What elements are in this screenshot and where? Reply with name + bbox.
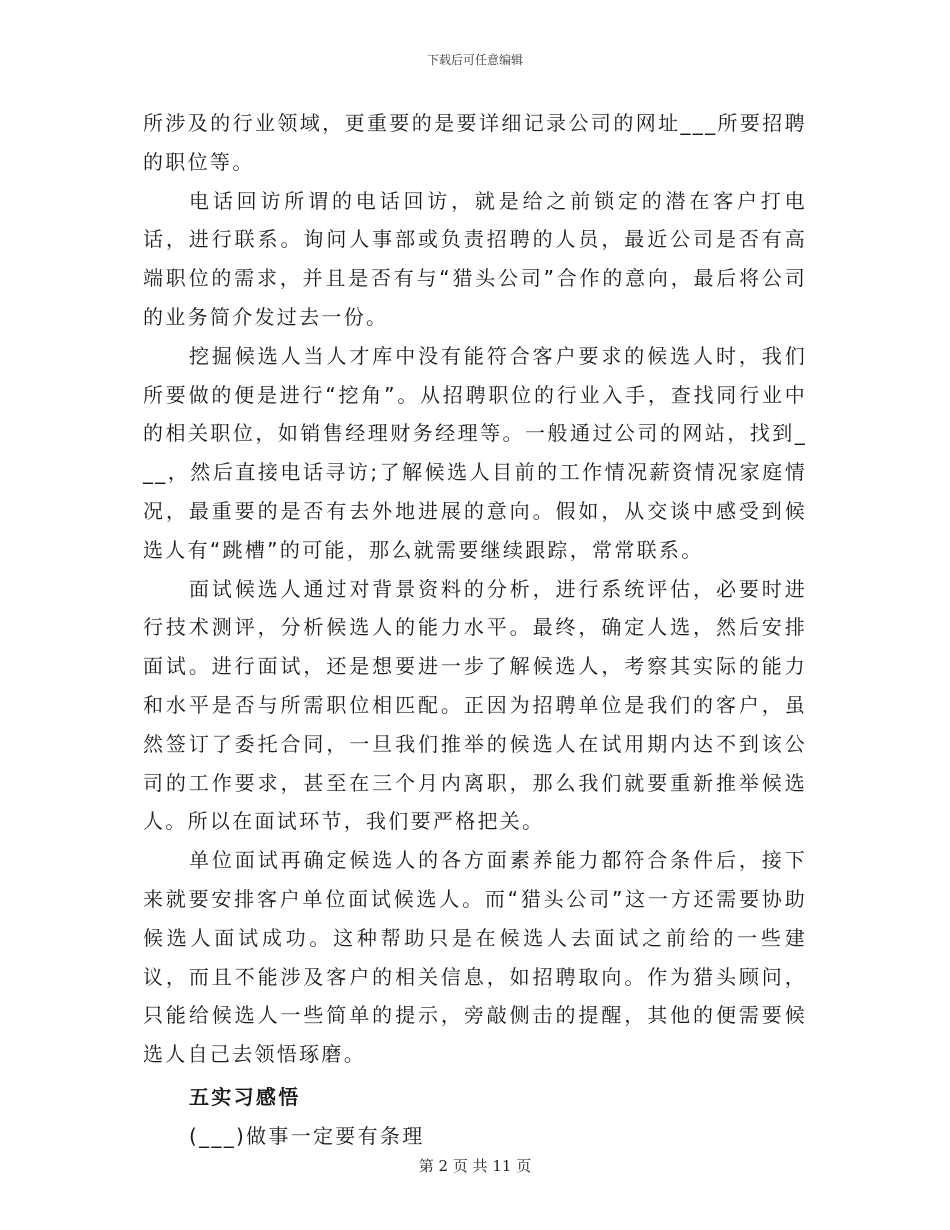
page-footer: 第 2 页 共 11 页 (418, 1157, 532, 1175)
paragraph-continuation: 所涉及的行业领域，更重要的是要详细记录公司的网址___所要招聘的职位等。 (143, 111, 807, 174)
paragraph-client-interview: 单位面试再确定候选人的各方面素养能力都符合条件后，接下来就要安排客户单位面试候选人。而“猎头公司”这一方还需要协助候选人面试成功。这种帮助只是在候选人去面试之前给的一些建议，而且不能涉及客户的相关信息，如招聘取向。作为猎头顾问，只能给候选人一些简单的提示，旁敲侧击的提醒，其他的便需要候选人自己去领悟琢磨。 (143, 848, 807, 1067)
paragraph-candidate-interview: 面试候选人通过对背景资料的分析，进行系统评估，必要时进行技术测评，分析候选人的能力水平。最终，确定人选，然后安排面试。进行面试，还是想要进一步了解候选人，考察其实际的能力和水平是否与所需职位相匹配。正因为招聘单位是我们的客户，虽然签订了委托合同，一旦我们推举的候选人在试用期内达不到该公司的工作要求，甚至在三个月内离职，那么我们就要重新推举候选人。所以在面试环节，我们要严格把关。 (143, 576, 807, 834)
document-body (143, 104, 807, 1156)
section-heading: 五实习感悟 (189, 1084, 301, 1109)
paragraph-phone-followup: 电话回访所谓的电话回访，就是给之前锁定的潜在客户打电话，进行联系。询问人事部或负责招聘的人员，最近公司是否有高端职位的需求，并且是否有与“猎头公司”合作的意向，最后将公司的业务简介发过去一份。 (143, 188, 807, 329)
page-header: 下载后可任意编辑 (426, 53, 523, 67)
section-item: (___)做事一定要有条理 (189, 1123, 425, 1148)
paragraph-candidate-sourcing: 挖掘候选人当人才库中没有能符合客户要求的候选人时，我们所要做的便是进行“挖角”。从招聘职位的行业入手，查找同行业中的相关职位，如销售经理财务经理等。一般通过公司的网站，找到___，然后直接电话寻访;了解候选人目前的工作情况薪资情况家庭情况，最重要的是否有去外地进展的意向。假如，从交谈中感受到候选人有“跳槽”的可能，那么就需要继续跟踪，常常联系。 (143, 343, 807, 562)
